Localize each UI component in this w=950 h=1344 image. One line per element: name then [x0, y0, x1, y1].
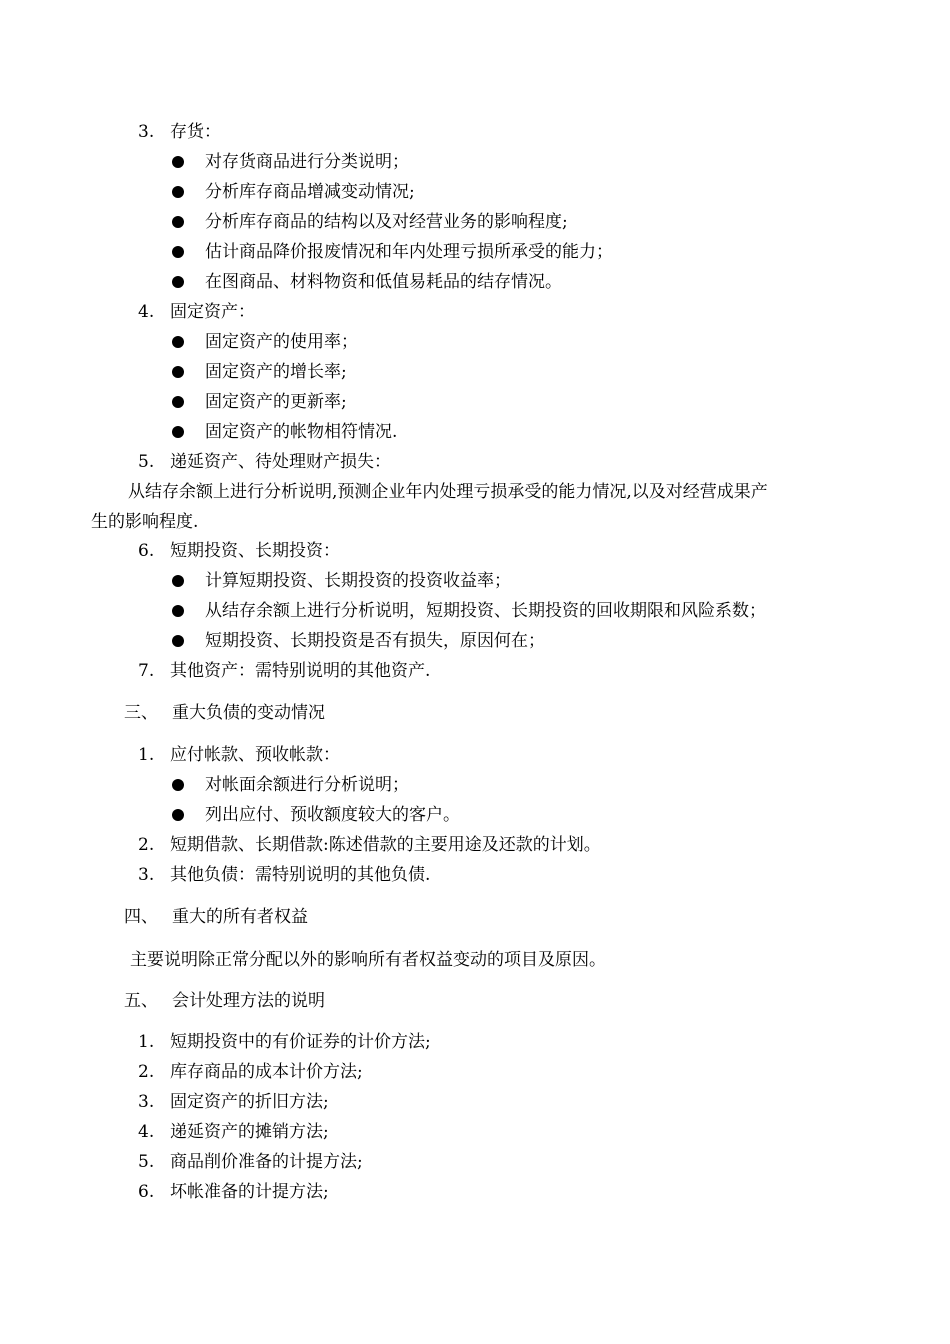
bullet-icon: [172, 366, 184, 378]
bullet-text: 固定资产的帐物相符情况.: [205, 422, 398, 442]
item-number: 3.: [138, 865, 155, 885]
paragraph-line: 生的影响程度.: [91, 512, 199, 532]
item-number: 5.: [138, 1152, 155, 1172]
bullet-text: 对帐面余额进行分析说明；: [205, 775, 409, 795]
heading-title: 重大的所有者权益: [172, 907, 308, 927]
bullet-text: 估计商品降价报废情况和年内处理亏损所承受的能力；: [205, 242, 613, 262]
item-number: 4.: [138, 1122, 155, 1142]
item-number: 3.: [138, 1092, 155, 1112]
item-number: 5.: [138, 452, 155, 472]
bullet-icon: [172, 216, 184, 228]
item-number: 1.: [138, 745, 155, 765]
item-text: 递延资产的摊销方法;: [170, 1122, 329, 1142]
bullet-text: 计算短期投资、长期投资的投资收益率；: [205, 571, 511, 591]
item-title: 其他资产：需特别说明的其他资产.: [170, 661, 431, 681]
bullet-text: 固定资产的使用率；: [205, 332, 358, 352]
bullet-text: 短期投资、长期投资是否有损失，原因何在；: [205, 631, 545, 651]
item-number: 1.: [138, 1032, 155, 1052]
heading-title: 重大负债的变动情况: [172, 703, 325, 723]
bullet-icon: [172, 635, 184, 647]
heading-number: 五、: [124, 991, 158, 1011]
item-number: 3.: [138, 122, 155, 142]
bullet-icon: [172, 336, 184, 348]
bullet-icon: [172, 186, 184, 198]
heading-number: 三、: [124, 703, 158, 723]
heading-title: 会计处理方法的说明: [172, 991, 325, 1011]
item-title: 应付帐款、预收帐款：: [170, 745, 340, 765]
item-title: 短期投资、长期投资：: [170, 541, 340, 561]
bullet-text: 分析库存商品的结构以及对经营业务的影响程度;: [205, 212, 568, 232]
paragraph-line: 从结存余额上进行分析说明,预测企业年内处理亏损承受的能力情况,以及对经营成果产: [128, 482, 768, 502]
bullet-text: 列出应付、预收额度较大的客户。: [205, 805, 460, 825]
item-title: 存货：: [170, 122, 221, 142]
bullet-icon: [172, 605, 184, 617]
bullet-icon: [172, 426, 184, 438]
bullet-text: 固定资产的增长率;: [205, 362, 347, 382]
bullet-text: 分析库存商品增减变动情况;: [205, 182, 415, 202]
item-number: 7.: [138, 661, 155, 681]
bullet-text: 从结存余额上进行分析说明，短期投资、长期投资的回收期限和风险系数；: [205, 601, 766, 621]
item-title: 递延资产、待处理财产损失：: [170, 452, 391, 472]
item-text: 坏帐准备的计提方法;: [170, 1182, 329, 1202]
item-title: 固定资产：: [170, 302, 255, 322]
bullet-icon: [172, 575, 184, 587]
bullet-icon: [172, 779, 184, 791]
item-number: 4.: [138, 302, 155, 322]
item-number: 6.: [138, 1182, 155, 1202]
bullet-text: 对存货商品进行分类说明；: [205, 152, 409, 172]
heading-number: 四、: [124, 907, 158, 927]
bullet-icon: [172, 156, 184, 168]
item-text: 短期投资中的有价证券的计价方法;: [170, 1032, 431, 1052]
bullet-icon: [172, 246, 184, 258]
item-number: 6.: [138, 541, 155, 561]
bullet-text: 固定资产的更新率;: [205, 392, 347, 412]
bullet-icon: [172, 809, 184, 821]
bullet-text: 在图商品、材料物资和低值易耗品的结存情况。: [205, 272, 562, 292]
bullet-icon: [172, 276, 184, 288]
item-title: 其他负债：需特别说明的其他负债.: [170, 865, 431, 885]
equity-paragraph: 主要说明除正常分配以外的影响所有者权益变动的项目及原因。: [130, 950, 606, 970]
item-number: 2.: [138, 1062, 155, 1082]
item-text: 库存商品的成本计价方法;: [170, 1062, 363, 1082]
item-title: 短期借款、长期借款:陈述借款的主要用途及还款的计划。: [170, 835, 601, 855]
item-number: 2.: [138, 835, 155, 855]
bullet-icon: [172, 396, 184, 408]
item-text: 固定资产的折旧方法;: [170, 1092, 329, 1112]
item-text: 商品削价准备的计提方法;: [170, 1152, 363, 1172]
